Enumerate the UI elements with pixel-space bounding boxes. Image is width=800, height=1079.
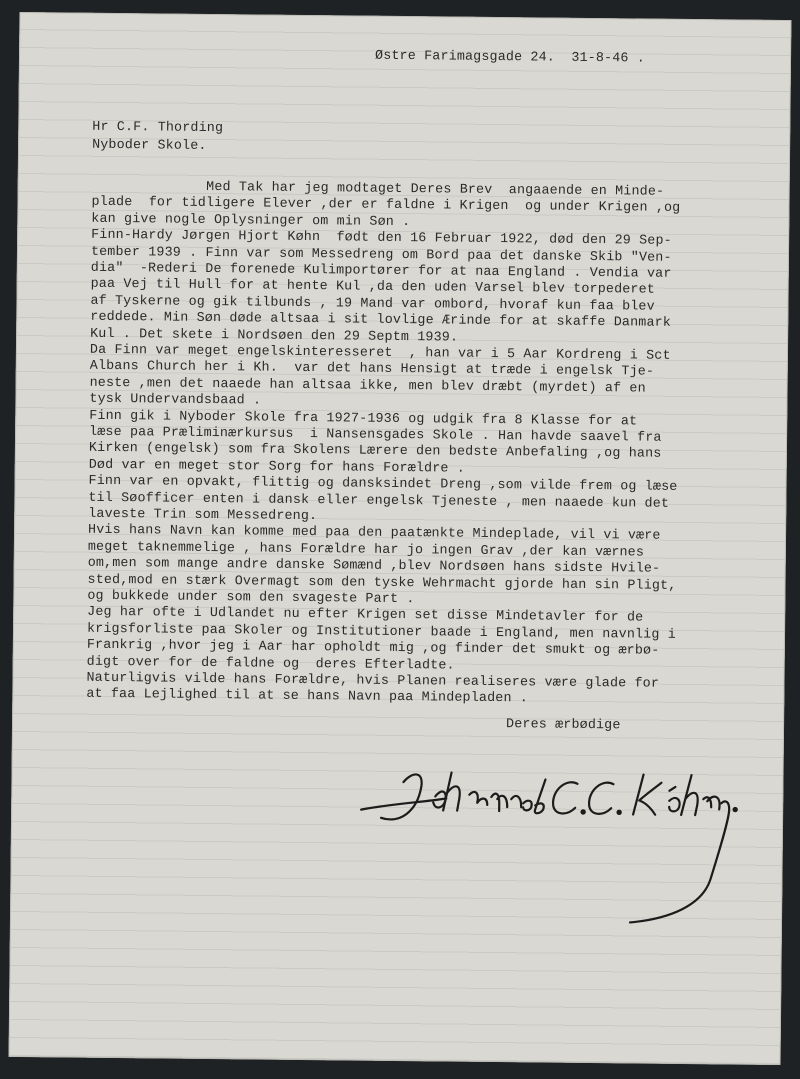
recipient-school: Nyboder Skole. (92, 136, 207, 153)
body-line: Finn var en opvakt, flittig og dansksindet Dreng ,som vilde frem og læse (88, 472, 678, 495)
body-line: Albans Church her i Kh. var det hans Hensigt at træde i engelsk Tje- (89, 358, 655, 380)
body-line: og bukkede under som den svageste Part . (87, 587, 415, 607)
body-line: Kul . Det skete i Nordsøen den 29 Septm 1939. (90, 325, 459, 345)
body-line: Da Finn var meget engelskinteresseret , han var i 5 Aar Kordreng i Sct (89, 341, 671, 363)
body-line: plade for tidligere Elever ,der er faldne i Krigen og under Krigen ,og (91, 194, 681, 216)
body-line: kan give nogle Oplysninger om min Søn . (91, 210, 411, 229)
body-line: sted,mod en stærk Overmagt som den tyske Wehrmacht gjorde han sin Pligt, (87, 571, 677, 593)
body-line: digt over for de faldne og deres Efterladte. (86, 653, 455, 673)
body-line: Død var en meget stor Sorg for hans Forældre . (88, 456, 466, 476)
signature (350, 752, 752, 926)
body-line: tysk Undervandsbaad . (89, 390, 262, 408)
recipient-name: Hr C.F. Thording (92, 118, 224, 136)
body-line: Naturligvis vilde hans Forældre, hvis Planen realiseres være glade for (86, 669, 660, 691)
body-line: Frankrig ,hvor jeg i Aar har opholdt mig ,og finder det smukt og ærbø- (86, 636, 660, 658)
body-line: til Søofficer enten i dansk eller engelsk Tjeneste , men naaede kun det (88, 489, 670, 511)
body-line: Jeg har ofte i Udlandet nu efter Krigen set disse Mindetavler for de (87, 604, 644, 625)
letter-paper (9, 12, 792, 1065)
body-line: dia" -Rederi De forenede Kulimportører for at naa England . Vendia var (90, 259, 672, 281)
body-line: tember 1939 . Finn var som Messedreng om Bord paa det danske Skib "Ven- (90, 243, 672, 265)
body-line: paa Vej til Hull for at hente Kul ,da den uden Varsel blev torpederet (90, 276, 656, 298)
body-line: Finn gik i Nyboder Skole fra 1927-1936 og udgik fra 8 Klasse for at (89, 407, 638, 429)
body-line: at faa Lejlighed til at se hans Navn paa Mindepladen . (86, 686, 529, 706)
body-line: Hvis hans Navn kan komme med paa den paatænkte Mindeplade, vil vi være (87, 522, 661, 544)
body-line: reddede. Min Søn døde altsaa i sit lovlige Ærinde for at skaffe Danmark (90, 308, 672, 331)
body-line: af Tyskerne og gik tilbunds , 19 Mand var ombord, hvoraf kun faa blev (90, 292, 655, 314)
body-line: læse paa Præliminærkursus i Nansensgades Skole . Han havde saavel fra (89, 423, 662, 445)
body-line: krigsforliste paa Skoler og Institutioner baade i England, men navnlig i (86, 620, 677, 642)
closing-line: Deres ærbødige (505, 716, 621, 733)
body-line: Kirken (engelsk) som fra Skolens Lærere den bedste Anbefaling ,og hans (88, 440, 662, 462)
body-line: Finn-Hardy Jørgen Hjort Køhn født den 16 Februar 1922, død den 29 Sep- (91, 226, 672, 249)
body-line: om,men som mange andre danske Sømænd ,blev Nordsøen hans sidste Hvile- (87, 554, 661, 576)
body-line: neste ,men det naaede han altsaa ikke, men blev dræbt (myrdet) af en (89, 374, 646, 396)
body-line: laveste Trin som Messedreng. (88, 505, 318, 524)
body-line: Med Tak har jeg modtaget Deres Brev angaaende en Minde- (91, 177, 665, 199)
address-line: Østre Farimagsgade 24. 31-8-46 . (374, 47, 646, 66)
body-line: meget taknemmelige , hans Forældre har jo ingen Grav ,der kan værnes (87, 538, 645, 560)
